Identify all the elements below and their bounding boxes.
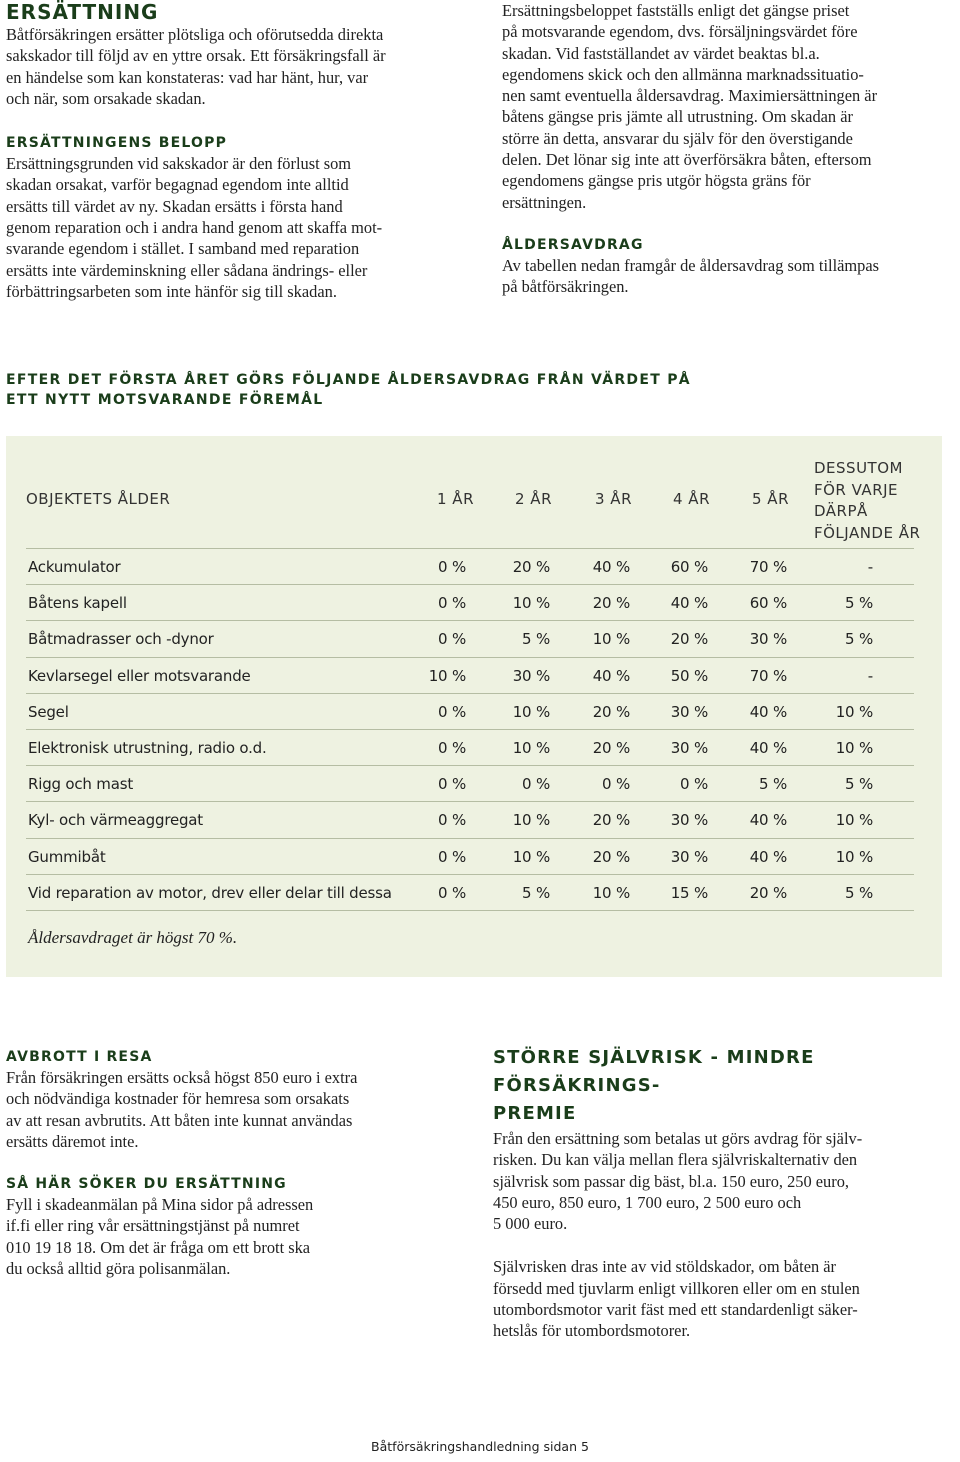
row-value-year-3: 20 % — [592, 594, 630, 613]
row-divider — [26, 548, 914, 549]
heading-aldersavdrag: ÅLDERSAVDRAG — [502, 236, 644, 253]
table-row — [22, 803, 910, 839]
row-value-year-2: 10 % — [512, 847, 550, 866]
header-year-2: 2 ÅR — [515, 490, 552, 508]
row-value-year-5: 70 % — [749, 666, 787, 685]
row-value-year-5: 30 % — [749, 630, 787, 649]
row-value-year-4: 40 % — [670, 594, 708, 613]
table-title: EFTER DET FÖRSTA ÅRET GÖRS FÖLJANDE ÅLDERSAVDRAG FRÅN VÄRDET PÅ ETT NYTT MOTSVARANDE FÖREMÅL — [6, 372, 691, 408]
row-value-year-4: 30 % — [670, 811, 708, 830]
row-value-additional: 10 % — [835, 847, 873, 866]
row-value-year-4: 30 % — [670, 702, 708, 721]
row-divider — [26, 584, 914, 585]
row-value-year-5: 60 % — [749, 594, 787, 613]
table-row — [22, 550, 910, 586]
row-value-year-2: 5 % — [522, 883, 550, 902]
row-value-additional: 10 % — [835, 811, 873, 830]
header-year-1: 1 ÅR — [437, 490, 474, 508]
paragraph-sa-har-soker-du: Fyll i skadeanmälan på Mina sidor på adressen if.fi eller ring vår ersättningstjänst på numret 010 19 18 18. Om det är fråga om ett brott ska du också alltid göra polisanmälan. — [6, 1195, 314, 1279]
row-value-year-1: 0 % — [438, 702, 466, 721]
paragraph-avbrott-i-resa: Från försäkringen ersätts också högst 850 euro i extra och nödvändiga kostnader för hemresa som orsakats av att resan avbrutits. Att båten inte kunnat användas ersätts däremot inte. — [6, 1068, 358, 1151]
paragraph-ersattning: Båtförsäkringen ersätter plötsliga och oförutsedda direkta sakskador till följd av en yttre orsak. Ett försäkringsfall är en händelse som kan konstateras: vad har hänt, hur, var och när, som orsakade skadan. — [6, 25, 386, 108]
row-value-year-1: 0 % — [438, 630, 466, 649]
table-row — [22, 731, 910, 767]
row-value-year-1: 0 % — [438, 739, 466, 757]
row-value-year-4: 20 % — [670, 630, 708, 649]
header-object-age: OBJEKTETS ÅLDER — [26, 490, 171, 508]
section-ersattning — [6, 0, 456, 302]
row-value-year-3: 10 % — [592, 883, 630, 902]
row-divider — [26, 693, 914, 694]
table-row — [22, 840, 910, 876]
row-object-name: Ackumulator — [28, 558, 121, 576]
row-value-year-5: 40 % — [749, 702, 787, 721]
row-value-additional: 5 % — [845, 883, 873, 902]
row-value-year-4: 0 % — [680, 775, 708, 794]
row-value-year-4: 15 % — [670, 883, 708, 902]
heading-avbrott-i-resa: AVBROTT I RESA — [6, 1049, 153, 1065]
row-value-year-3: 20 % — [592, 702, 630, 721]
row-value-year-1: 0 % — [438, 847, 466, 866]
row-value-year-5: 40 % — [749, 811, 787, 830]
section-avbrott — [6, 1047, 456, 1279]
row-value-additional: 5 % — [845, 630, 873, 649]
page-footer: Båtförsäkringshandledning sidan 5 — [371, 1439, 589, 1454]
header-year-4: 4 ÅR — [673, 490, 710, 508]
row-object-name: Kevlarsegel eller motsvarande — [28, 666, 251, 685]
row-divider — [26, 657, 914, 658]
row-value-year-2: 10 % — [512, 702, 550, 721]
table-note: Åldersavdraget är högst 70 %. — [28, 928, 238, 947]
row-value-year-3: 40 % — [592, 558, 630, 576]
paragraph-sjalvrisk-2: Självrisken dras inte av vid stöldskador, om båten är försedd med tjuvlarm enligt villkoren eller om en stulen utombordsmotor varit fäst med ett standardenligt säker- hetslås för utombordsmotorer. — [493, 1257, 860, 1341]
row-object-name: Rigg och mast — [28, 775, 134, 794]
table-row — [22, 876, 910, 912]
paragraph-ersattningens-belopp: Ersättningsgrunden vid sakskador är den förlust som skadan orsakat, varför begagnad egendom inte alltid ersätts till värdet av ny. Skadan ersätts i första hand genom reparation och i andra hand genom att skaffa mot- svarande egendom i stället. I samband med reparation ersätts inte värdeminskning eller sådana ändrings- eller förbättringsarbeten som inte hänför sig till skadan. — [6, 154, 383, 301]
row-value-year-3: 10 % — [592, 630, 630, 649]
row-divider — [26, 910, 914, 911]
row-value-year-1: 0 % — [438, 558, 466, 576]
row-divider — [26, 838, 914, 839]
table-row — [22, 659, 910, 695]
row-value-year-5: 40 % — [749, 847, 787, 866]
heading-ersattningens-belopp: ERSÄTTNINGENS BELOPP — [6, 135, 228, 152]
row-value-year-1: 0 % — [438, 883, 466, 902]
row-value-year-3: 0 % — [602, 775, 630, 794]
table-header — [6, 436, 942, 547]
row-value-year-4: 30 % — [670, 739, 708, 757]
paragraph-aldersavdrag: Av tabellen nedan framgår de åldersavdrag som tillämpas på båtförsäkringen. — [502, 255, 879, 297]
heading-ersattning: ERSÄTTNING — [6, 0, 159, 24]
row-value-year-3: 20 % — [592, 739, 630, 757]
row-object-name: Båtens kapell — [28, 594, 127, 613]
row-divider — [26, 874, 914, 875]
row-value-year-1: 0 % — [438, 594, 466, 613]
row-value-year-5: 5 % — [759, 775, 787, 794]
table-row — [22, 622, 910, 658]
row-divider — [26, 801, 914, 802]
row-divider — [26, 729, 914, 730]
row-value-year-3: 40 % — [592, 666, 630, 685]
row-value-year-3: 20 % — [592, 847, 630, 866]
header-additional-per-year: DESSUTOM FÖR VARJE DÄRPÅ FÖLJANDE ÅR — [814, 459, 921, 542]
row-value-additional: - — [867, 666, 873, 685]
row-value-additional: - — [867, 558, 873, 576]
row-value-year-2: 30 % — [512, 666, 550, 685]
heading-sjalvrisk: STÖRRE SJÄLVRISK - MINDRE FÖRSÄKRINGS- PREMIE — [493, 1047, 815, 1124]
table-row — [22, 586, 910, 622]
heading-sa-har-soker-du: SÅ HÄR SÖKER DU ERSÄTTNING — [6, 1176, 287, 1193]
depreciation-table — [6, 436, 942, 977]
row-value-year-2: 10 % — [512, 739, 550, 757]
section-ersattningsbelopp — [502, 0, 960, 298]
row-divider — [26, 765, 914, 766]
row-value-year-2: 10 % — [512, 811, 550, 830]
row-object-name: Segel — [28, 702, 69, 721]
row-object-name: Båtmadrasser och -dynor — [28, 630, 214, 649]
row-value-additional: 5 % — [845, 594, 873, 613]
header-year-3: 3 ÅR — [595, 490, 632, 508]
paragraph-ersattningsbelopp: Ersättningsbeloppet fastställs enligt det gängse priset på motsvarande egendom, dvs. försäljningsvärdet före skadan. Vid fastställandet av värdet beaktas bl.a. egendomens skick och den allmänna marknadssituatio- nen samt eventuella åldersavdrag. Maximiersättningen är båtens gängse pris jämte all utrustning. Om skadan är större än detta, ansvarar du själv för den överstigande delen. Det lönar sig inte att överförsäkra båten, eftersom egendomens gängse pris utgör högsta gräns för ersättningen. — [502, 1, 878, 212]
row-value-year-4: 30 % — [670, 847, 708, 866]
table-row — [22, 695, 910, 731]
row-value-year-4: 60 % — [670, 558, 708, 576]
section-sjalvrisk — [493, 1044, 951, 1342]
row-value-year-2: 0 % — [522, 775, 550, 794]
row-value-year-5: 20 % — [749, 883, 787, 902]
table-row — [22, 767, 910, 803]
row-object-name: Kyl- och värmeaggregat — [28, 811, 203, 830]
row-value-year-4: 50 % — [670, 666, 708, 685]
row-value-additional: 10 % — [835, 739, 873, 757]
row-value-additional: 5 % — [845, 775, 873, 794]
row-divider — [26, 620, 914, 621]
row-value-year-2: 10 % — [512, 594, 550, 613]
row-object-name: Gummibåt — [28, 847, 106, 866]
header-year-5: 5 ÅR — [752, 490, 789, 508]
row-value-year-2: 5 % — [522, 630, 550, 649]
row-value-year-5: 70 % — [749, 558, 787, 576]
paragraph-sjalvrisk-1: Från den ersättning som betalas ut görs avdrag för själv- risken. Du kan välja mellan flera självriskalternativ den självrisk som passar dig bäst, bl.a. 150 euro, 250 euro, 450 euro, 850 euro, 1 700 euro, 2 500 euro och 5 000 euro. — [493, 1129, 863, 1234]
row-value-year-3: 20 % — [592, 811, 630, 830]
row-value-year-2: 20 % — [512, 558, 550, 576]
row-value-year-5: 40 % — [749, 739, 787, 757]
row-value-year-1: 0 % — [438, 811, 466, 830]
row-object-name: Vid reparation av motor, drev eller delar till dessa — [28, 883, 392, 902]
row-value-additional: 10 % — [835, 702, 873, 721]
row-value-year-1: 10 % — [428, 666, 466, 685]
row-object-name: Elektronisk utrustning, radio o.d. — [28, 739, 267, 757]
row-value-year-1: 0 % — [438, 775, 466, 794]
